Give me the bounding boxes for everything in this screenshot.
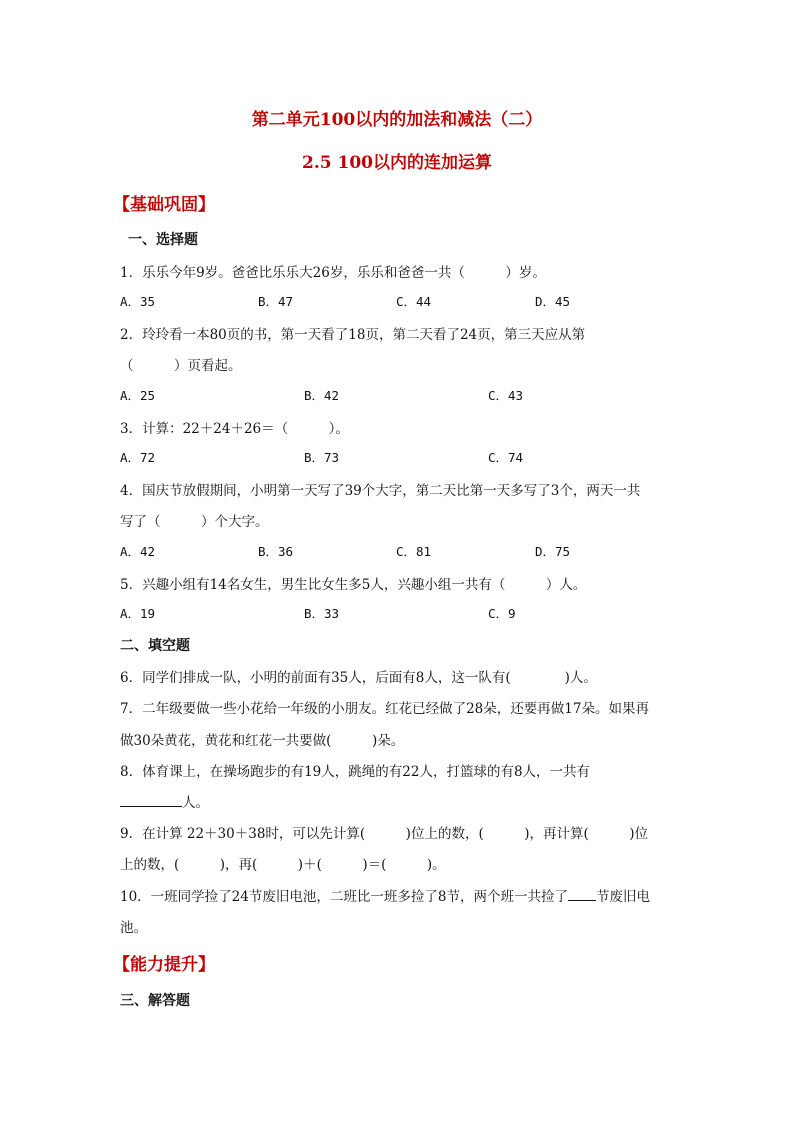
page-title: 第二单元100以内的加法和减法（二）: [251, 110, 543, 130]
q3-option-a: A．72: [120, 450, 156, 465]
q2-option-c: C．43: [488, 388, 524, 403]
question-2-line-2: （ ）页看起。: [120, 358, 242, 374]
q8-suffix: 人。: [182, 795, 209, 811]
q3-option-b: B．73: [304, 450, 340, 465]
q10-text-b: 节废旧电: [595, 889, 650, 905]
q5-option-c: C．9: [488, 606, 516, 621]
question-7-line-2: 做30朵黄花，黄花和红花一共要做( )朵。: [120, 733, 405, 749]
section-basic-heading: 【基础巩固】: [113, 195, 215, 215]
q2-option-a: A．25: [120, 388, 156, 403]
q3-option-c: C．74: [488, 450, 524, 465]
question-8-line-1: 8．体育课上，在操场跑步的有19人，跳绳的有22人，打篮球的有8人，一共有: [120, 764, 591, 780]
section-advanced-heading: 【能力提升】: [113, 955, 215, 975]
answer-blank: [568, 886, 596, 901]
question-1: 1．乐乐今年9岁。爸爸比乐乐大26岁，乐乐和爸爸一共（ ）岁。: [120, 265, 546, 281]
question-3: 3．计算：22＋24＋26＝（ ）。: [120, 421, 349, 437]
part-fill-heading: 二、填空题: [120, 638, 190, 654]
question-9-line-1: 9．在计算 22＋30＋38时，可以先计算( )位上的数，( )，再计算( )位: [120, 826, 649, 842]
q5-option-b: B．33: [304, 606, 340, 621]
question-7-line-1: 7．二年级要做一些小花给一年级的小朋友。红花已经做了28朵，还要再做17朵。如果再: [120, 701, 649, 717]
question-5: 5．兴趣小组有14名女生，男生比女生多5人，兴趣小组一共有（ ）人。: [120, 577, 587, 593]
q5-option-a: A．19: [120, 606, 156, 621]
answer-blank: [120, 792, 182, 807]
part-solve-heading: 三、解答题: [120, 993, 190, 1009]
question-10-line-1: [120, 885, 650, 905]
q4-option-d: D．75: [535, 544, 571, 559]
question-9-line-2: 上的数，( )，再( )＋( )＝( )。: [120, 857, 446, 873]
question-6: 6．同学们排成一队，小明的前面有35人，后面有8人，这一队有( )人。: [120, 670, 597, 686]
page-subtitle: 2.5 100以内的连加运算: [302, 153, 492, 173]
part-choice-heading: 一、选择题: [128, 232, 198, 248]
question-8-line-2: [120, 791, 209, 811]
q1-option-b: B．47: [258, 294, 294, 309]
q1-option-d: D．45: [535, 294, 571, 309]
q4-option-a: A．42: [120, 544, 156, 559]
q1-option-c: C．44: [396, 294, 432, 309]
q1-option-a: A．35: [120, 294, 156, 309]
q4-option-c: C．81: [396, 544, 432, 559]
question-2-line-1: 2．玲玲看一本80页的书，第一天看了18页，第二天看了24页，第三天应从第: [120, 327, 586, 343]
q10-text-a: 10．一班同学捡了24节废旧电池，二班比一班多捡了8节，两个班一共捡了: [120, 889, 568, 905]
question-4-line-1: 4．国庆节放假期间，小明第一天写了39个大字，第二天比第一天多写了3个，两天一共: [120, 483, 641, 499]
question-10-line-2: 池。: [120, 920, 147, 936]
q2-option-b: B．42: [304, 388, 340, 403]
question-4-line-2: 写了（ ）个大字。: [120, 514, 269, 530]
q4-option-b: B．36: [258, 544, 294, 559]
